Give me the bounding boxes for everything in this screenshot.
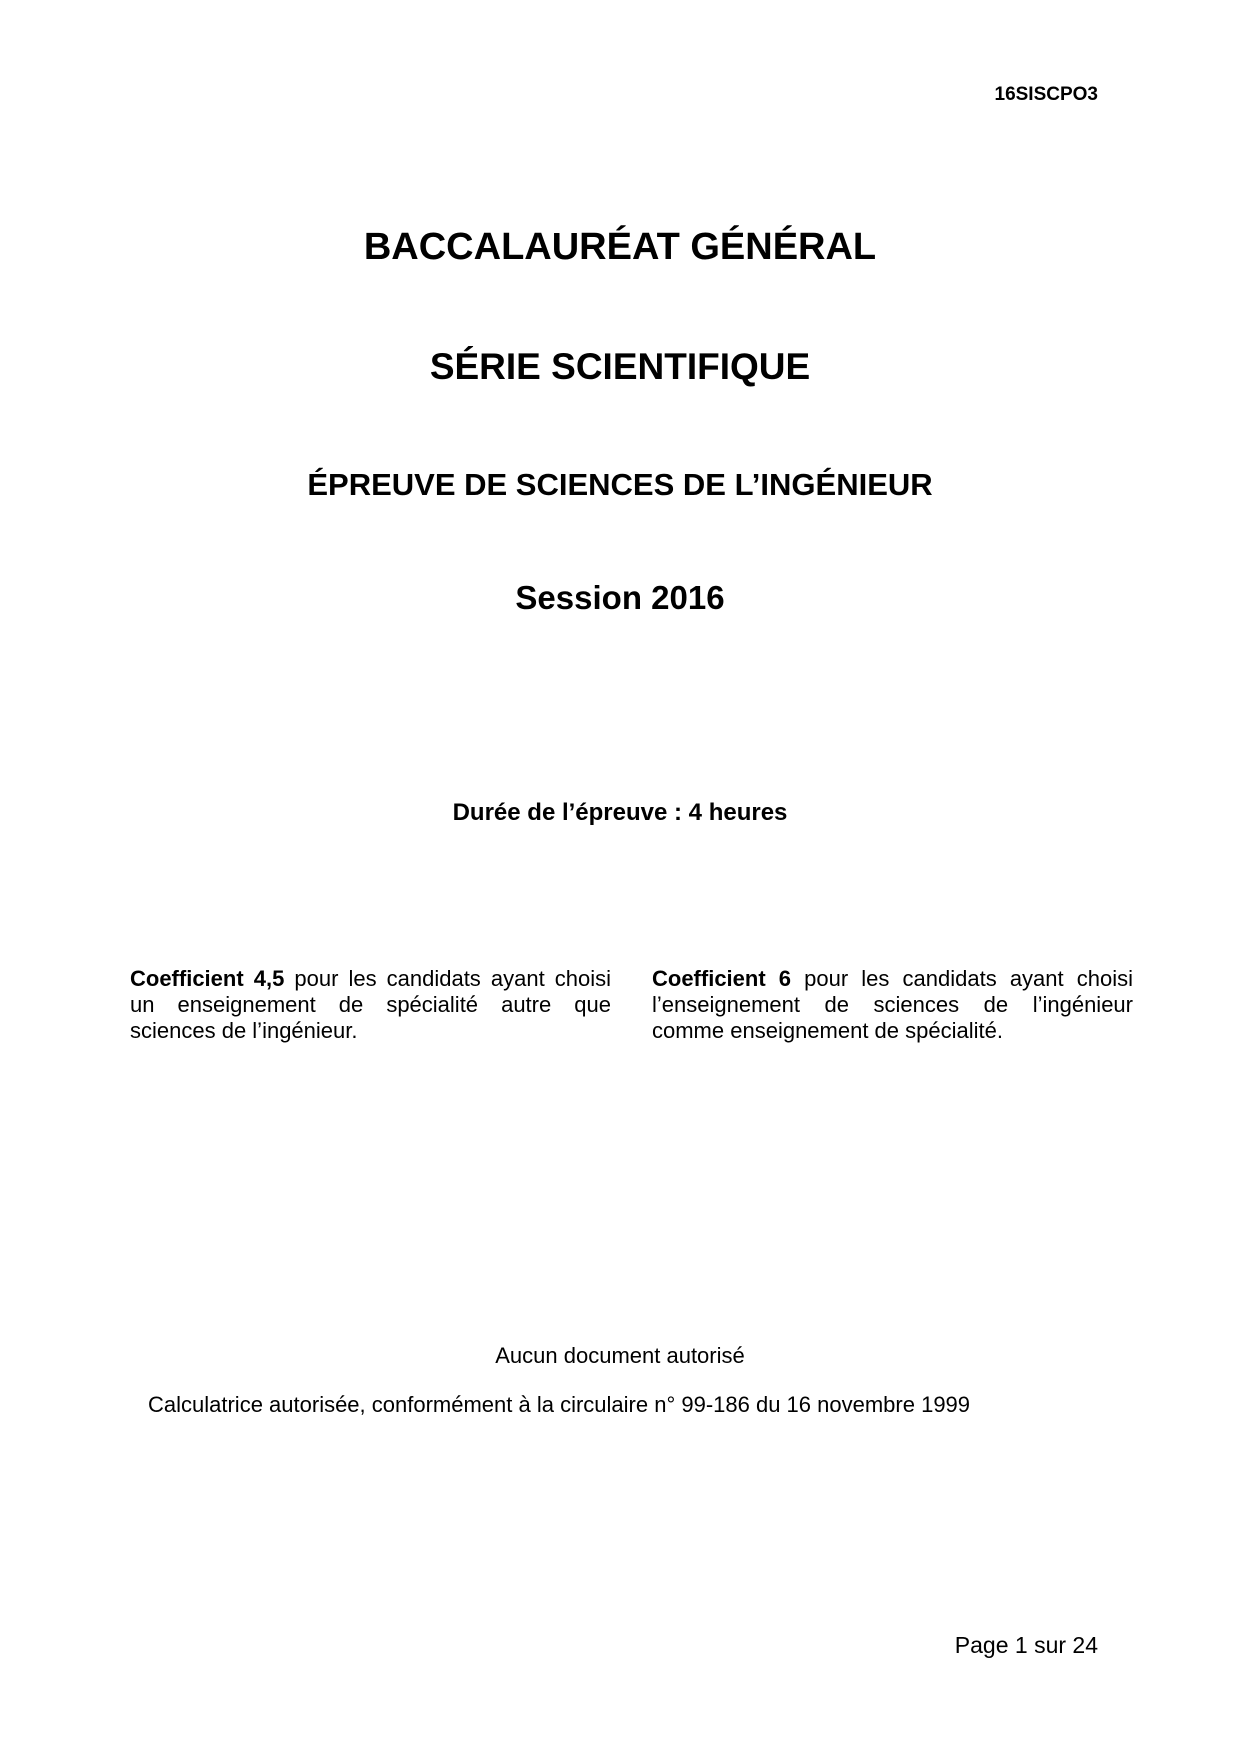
coefficient-left-text: pour les candidats ayant choisi un enseignement de spécialité autre que sciences de l’ingénieur. — [130, 966, 611, 1043]
coefficient-right — [652, 966, 1133, 1044]
exam-title: BACCALAURÉAT GÉNÉRAL — [363, 226, 877, 268]
page-number: Page 1 sur 24 — [954, 1632, 1098, 1658]
coefficient-left-label: Coefficient 4,5 — [130, 966, 285, 991]
subject-title: ÉPREUVE DE SCIENCES DE L’INGÉNIEUR — [307, 467, 933, 502]
coefficient-right-label: Coefficient 6 — [652, 966, 792, 991]
document-code: 16SISCPO3 — [994, 84, 1098, 105]
exam-duration: Durée de l’épreuve : 4 heures — [452, 799, 788, 826]
documents-rule: Aucun document autorisé — [495, 1343, 745, 1368]
coefficient-left — [130, 966, 611, 1044]
coefficient-right-text: pour les candidats ayant choisi l’enseignement de sciences de l’ingénieur comme enseignement de spécialité. — [652, 966, 1133, 1043]
series-title: SÉRIE SCIENTIFIQUE — [429, 346, 811, 387]
calculator-rule: Calculatrice autorisée, conformément à la circulaire n° 99-186 du 16 novembre 1999 — [148, 1392, 971, 1417]
session-title: Session 2016 — [515, 579, 725, 616]
